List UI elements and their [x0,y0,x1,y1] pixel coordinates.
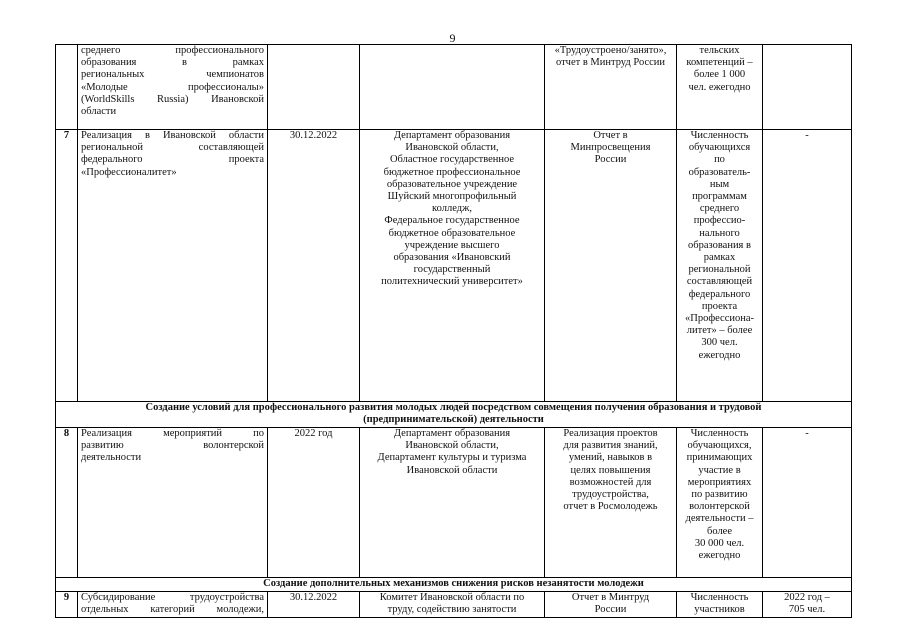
indicator-line: мероприятиях [687,476,752,488]
executor-line: Ивановской области [406,464,498,476]
executor-line: учреждение высшего [404,239,500,251]
indicator-line: участие в [698,464,741,476]
cell-document [545,592,677,618]
cell-measure [78,428,268,578]
executor-line: бюджетное профессиональное [383,166,521,178]
document-line: трудоустройства, [572,489,649,501]
indicator-line: обучающихся, [687,440,752,452]
measure-line: деятельности [81,452,142,464]
table-row-continued [56,45,852,130]
executor-line: бюджетное образовательное [388,227,516,239]
cell-measure [78,130,268,402]
section-header: Создание дополнительных механизмов снижения рисков незанятости молодежи [56,578,852,592]
executor-line: колледж, [432,203,472,215]
cell-measure [78,45,268,130]
indicator-line: тельских [699,45,740,56]
document-line: отчет в Минтруд России [555,57,666,69]
indicator-line: Численность [690,130,749,141]
indicator-line: более [706,525,732,537]
measure-line: среднего профессионального [81,45,264,56]
section-header-row [56,578,852,592]
section-header-line: (предпринимательской) деятельности [363,414,544,426]
indicator-line: профессио- [693,215,746,227]
cell-note: - [763,428,852,578]
indicator-line: литет» – более [686,325,753,337]
document-line: Отчет в Минтруд [571,592,650,603]
document-line: «Трудоустроено/занято», [554,45,667,56]
measure-line: развитию волонтерской [81,440,264,452]
cell-document [545,45,677,130]
cell-note [763,45,852,130]
document-line: целях повышения [570,464,651,476]
indicator-line: чел. ежегодно [688,81,751,93]
indicator-line: по [714,154,725,166]
document-line: отчет в Росмолодежь [563,501,658,513]
executor-line: образования «Ивановский [393,252,511,264]
executor-line: труду, содействию занятости [387,604,517,616]
indicator-line: принимающих [686,452,753,464]
indicator-line: составляющей [686,276,753,288]
executor-line: Ивановской области, [405,440,499,452]
measure-line: Реализация мероприятий по [81,428,264,439]
executor-line: Департамент культуры и туризма [377,452,527,464]
table-row-7 [56,130,852,402]
document-line: умений, навыков в [568,452,653,464]
executor-line: Комитет Ивановской области по [379,592,525,603]
cell-executor [360,592,545,618]
indicator-line: Численность [690,428,749,439]
executor-line: Департамент образования [393,428,511,439]
section-header-line: Создание условий для профессионального развития молодых людей посредством совмещения получения образования и трудовой [145,402,762,413]
cell-deadline [268,45,360,130]
indicator-line: по развитию [691,489,748,501]
indicator-line: более 1 000 [693,69,746,81]
document-line: России [594,604,627,616]
indicator-line: волонтерской [689,501,750,513]
measures-table [55,44,852,618]
cell-executor [360,130,545,402]
cell-note: - [763,130,852,402]
page-number: 9 [449,31,456,45]
cell-executor [360,45,545,130]
row-number: 9 [56,592,78,618]
cell-indicator [677,130,763,402]
document-line: возможностей для [569,476,652,488]
document-line: Минпросвещения [570,142,651,154]
measure-line: (WorldSkills Russia) Ивановской [81,93,264,105]
indicator-line: «Профессиона- [684,313,755,325]
cell-deadline: 30.12.2022 [268,130,360,402]
indicator-line: деятельности – [685,513,754,525]
measure-line: «Молодые профессионалы» [81,81,264,93]
indicator-line: ежегодно [698,550,741,562]
indicator-line: проекта [701,300,738,312]
measure-line: региональной составляющей [81,142,264,154]
executor-line: Шуйский многопрофильный [387,191,517,203]
indicator-line: компетенций – [686,57,753,69]
executor-line: государственный [413,264,491,276]
measure-line: федерального проекта [81,154,264,166]
indicator-line: программам [692,191,747,203]
executor-line: Департамент образования [393,130,511,141]
executor-line: политехнический университет» [381,276,523,288]
executor-line: Областное государственное [389,154,515,166]
cell-deadline: 2022 год [268,428,360,578]
document-line: Реализация проектов [563,428,658,439]
table-row-9 [56,592,852,618]
indicator-line: образователь- [688,166,751,178]
measure-line: отдельных категорий молодежи, [81,604,264,616]
indicator-line: образования в [688,239,751,251]
executor-line: Ивановской области, [405,142,499,154]
cell-num [56,45,78,130]
indicator-line: федерального [688,288,751,300]
cell-document [545,130,677,402]
cell-indicator [677,592,763,618]
executor-line: образовательное учреждение [386,178,518,190]
cell-deadline: 30.12.2022 [268,592,360,618]
note-line: 2022 год – [784,592,830,603]
measure-line: области [81,106,117,118]
cell-document [545,428,677,578]
indicator-line: ежегодно [698,349,741,361]
cell-measure [78,592,268,618]
section-header [56,402,852,428]
note-line: 705 чел. [788,604,826,616]
measure-line: Реализация в Ивановской области [81,130,264,141]
table-row-8 [56,428,852,578]
measure-line: «Профессионалитет» [81,166,177,178]
cell-executor [360,428,545,578]
indicator-line: 300 чел. [701,337,738,349]
cell-indicator [677,45,763,130]
indicator-line: рамках [703,252,736,264]
indicator-line: участников [694,604,745,616]
indicator-line: ным [709,178,730,190]
indicator-line: среднего [699,203,740,215]
row-number: 7 [56,130,78,402]
indicator-line: региональной [688,264,751,276]
document-line: Отчет в [593,130,628,141]
cell-indicator [677,428,763,578]
indicator-line: Численность [690,592,749,603]
executor-line: Федеральное государственное [384,215,520,227]
measure-line: образования в рамках [81,57,264,69]
measure-line: региональных чемпионатов [81,69,264,81]
cell-note [763,592,852,618]
document-line: России [594,154,627,166]
document-line: для развития знаний, [563,440,658,452]
row-number: 8 [56,428,78,578]
indicator-line: обучающихся [688,142,751,154]
measure-line: Субсидирование трудоустройства [81,592,264,603]
section-header-row [56,402,852,428]
indicator-line: нального [699,227,740,239]
indicator-line: 30 000 чел. [694,537,745,549]
